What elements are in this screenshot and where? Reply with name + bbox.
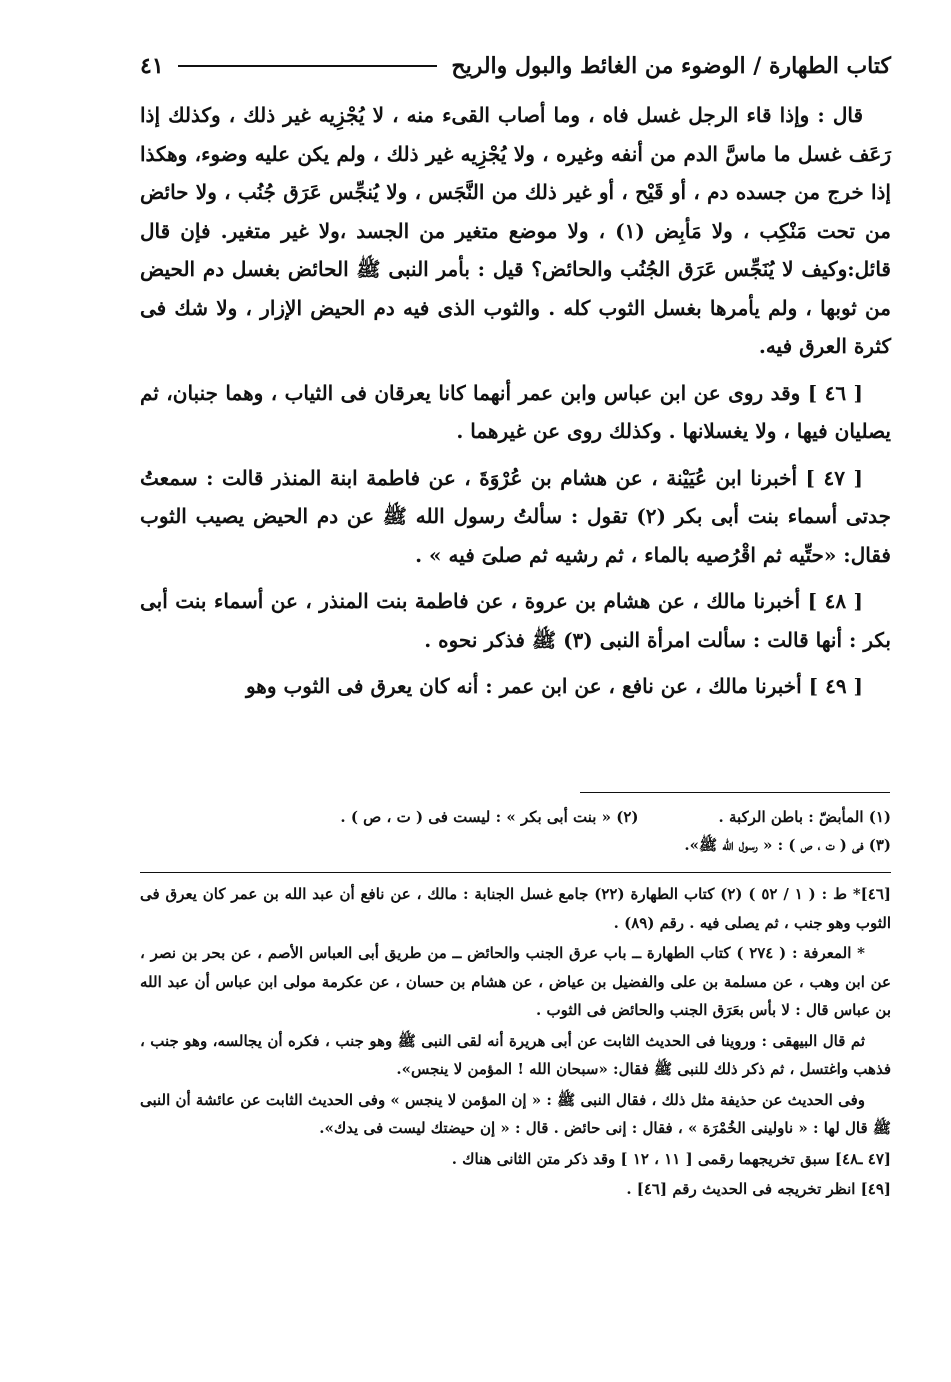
takhrij-47-48: [٤٧ ـ٤٨] سبق تخريجهما رقمى [ ١١ ، ١٢ ] وقد ذكر متن الثانى هناك .	[451, 1149, 891, 1168]
footnote-row	[140, 803, 891, 831]
takhrij-bayhaqi: ثم قال البيهقى : وروينا فى الحديث الثابت عن أبى هريرة أنه لقى النبى ﷺ وهو جنب ، فكره أن يجالسه، وهو جنب ، فذهب واغتسل ، ثم ذكر ذلك للنبى ﷺ فقال: «سبحان الله ! المؤمن لا ينجس».	[140, 1031, 891, 1078]
footnote-rule	[580, 792, 890, 793]
paragraph-47: [ ٤٧ ] أخبرنا ابن عُيَيْنة ، عن هشام بن عُرْوَةَ ، عن فاطمة ابنة المنذر قالت : سمعتُ جدتى أسماء بنت أبى بكر (٢) تقول : سألتُ رسول الله ﷺ عن دم الحيض يصيب الثوب فقال: «حتِّيه ثم اقْرُصيه بالماء ، ثم رشيه ثم صلىَ فيه » .	[140, 465, 891, 567]
takhrij-marifa: * المعرفة : ( ٢٧٤ ) كتاب الطهارة ــ باب عرق الجنب والحائض ــ من طريق أبى العباس الأصم ، عن بحر بن نصر ، عن ابن وهب ، عن مسلمة بن على والفضيل بن عياض ، عن هشام بن حسان ، عن عكرمة مولى ابن عباس أن عبد الله بن عباس قال : لا بأس بعَرَق الجنب والحائض فى الثوب .	[140, 944, 891, 1019]
footnote-2: (٢) « بنت أبى بكر » : ليست فى ( ت ، ص ) .	[340, 808, 639, 826]
running-title: كتاب الطهارة / الوضوء من الغائط والبول والريح	[451, 53, 891, 79]
header-rule	[178, 65, 438, 67]
footnote-1: (١) المأبضّ : باطن الركبة .	[718, 808, 891, 826]
footnotes	[140, 803, 891, 859]
paragraph-46: [ ٤٦ ] وقد روى عن ابن عباس وابن عمر أنهما كانا يعرقان فى الثياب ، وهما جنبان، ثم يصليان فيها ، ولا يغسلانها . وكذلك روى عن غيرهما .	[140, 380, 891, 443]
main-text	[140, 96, 891, 714]
footnote-3: (٣) فى ( ت ، ص ) : « رسول الله ﷺ».	[684, 836, 891, 854]
paragraph-49: [ ٤٩ ] أخبرنا مالك ، عن نافع ، عن ابن عمر : أنه كان يعرق فى الثوب وهو	[245, 674, 863, 698]
page-header	[140, 48, 891, 84]
takhrij-49: [٤٩] انظر تخريجه فى الحديث رقم [٤٦] .	[626, 1180, 891, 1198]
page-number: ٤١	[140, 53, 164, 79]
paragraph-intro: قال : وإذا قاء الرجل غسل فاه ، وما أصاب القىء منه ، لا يُجْزِيه غير ذلك ، وكذلك إذا رَعَف غسل ما ماسَّ الدم من أنفه وغيره ، ولا يُجْزِيه غير ذلك ، ولم يكن عليه وضوء، وهكذا إذا خرج من جسده دم ، أو قَيْح ، أو غير ذلك من النَّجَس ، ولا يُنجِّس عَرَق جُنُب ، ولا حائض من تحت مَنْكِب ، ولا مَأبِض (١) ، ولا موضع متغير من الجسد ،ولا غير متغير. فإن قال قائل:وكيف لا يُنَجِّس عَرَق الجُنُب والحائض؟ قيل : بأمر النبى ﷺ الحائض بغسل دم الحيض من ثوبها ، ولم يأمرها بغسل الثوب كله . والثوب الذى فيه دم الحيض الإزار ، ولا شك فى كثرة العرق فيه.	[140, 103, 891, 358]
footnote-row	[140, 831, 891, 859]
takhrij-section	[140, 880, 891, 1206]
paragraph-48: [ ٤٨ ] أخبرنا مالك ، عن هشام بن عروة ، عن فاطمة بنت المنذر ، عن أسماء بنت أبى بكر : أنها قالت : سألت امرأة النبى (٣) ﷺ فذكر نحوه .	[140, 589, 891, 652]
takhrij-separator	[140, 872, 891, 873]
takhrij-hudhayfa: وفى الحديث عن حذيفة مثل ذلك ، فقال النبى ﷺ : « إن المؤمن لا ينجس » وفى الحديث الثابت عن عائشة أن النبى ﷺ قال لها : « ناولينى الخُمْرَة » ، فقال : إنى حائض . قال : « إن حيضتك ليست فى يدك».	[140, 1090, 891, 1137]
takhrij-46: [٤٦]* ط : ( ١ / ٥٢ ) (٢) كتاب الطهارة (٢٢) جامع غسل الجنابة : مالك ، عن نافع أن عبد الله بن عمر كان يعرق فى الثوب وهو جنب ، ثم يصلى فيه . رقم (٨٩) .	[140, 885, 892, 932]
